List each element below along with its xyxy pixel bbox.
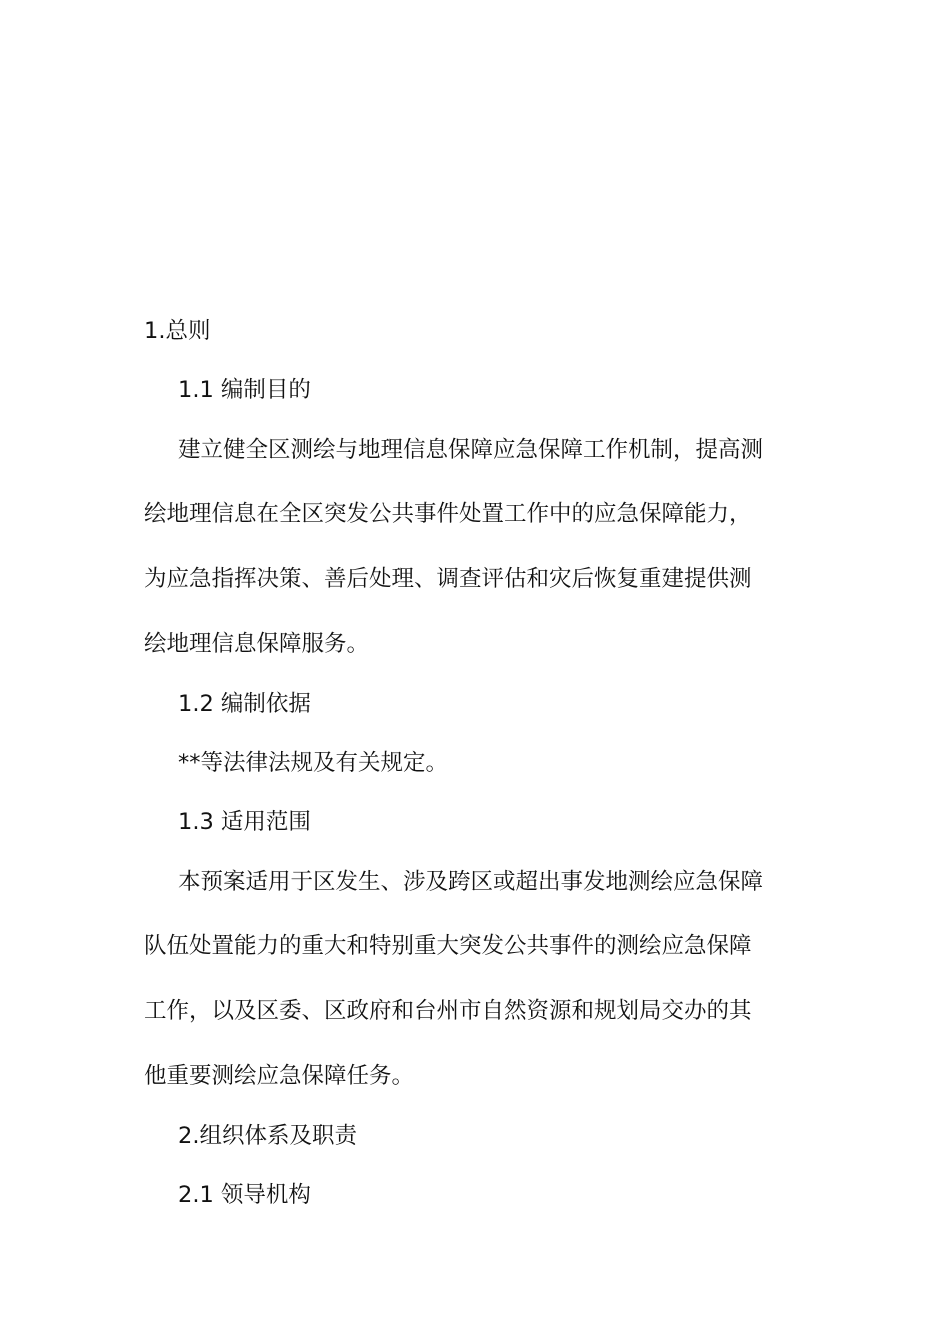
paragraph-line: **等法律法规及有关规定。 — [178, 750, 449, 776]
paragraph-line: 绘地理信息保障服务。 — [144, 631, 370, 657]
subsection-heading-1-3: 1.3 适用范围 — [178, 809, 311, 835]
paragraph-line: 建立健全区测绘与地理信息保障应急保障工作机制，提高测 — [178, 437, 764, 463]
section-heading-2: 2.组织体系及职责 — [178, 1123, 357, 1149]
paragraph-line: 绘地理信息在全区突发公共事件处置工作中的应急保障能力， — [144, 501, 752, 527]
paragraph-line: 为应急指挥决策、善后处理、调查评估和灾后恢复重建提供测 — [144, 566, 752, 592]
section-heading-1: 1.总则 — [144, 318, 211, 344]
paragraph-line: 本预案适用于区发生、涉及跨区或超出事发地测绘应急保障 — [178, 869, 764, 895]
paragraph-line: 工作，以及区委、区政府和台州市自然资源和规划局交办的其 — [144, 998, 752, 1024]
subsection-heading-1-1: 1.1 编制目的 — [178, 377, 311, 403]
paragraph-line: 队伍处置能力的重大和特别重大突发公共事件的测绘应急保障 — [144, 933, 752, 959]
subsection-heading-1-2: 1.2 编制依据 — [178, 691, 311, 717]
paragraph-line: 他重要测绘应急保障任务。 — [144, 1063, 415, 1089]
subsection-heading-2-1: 2.1 领导机构 — [178, 1182, 311, 1208]
